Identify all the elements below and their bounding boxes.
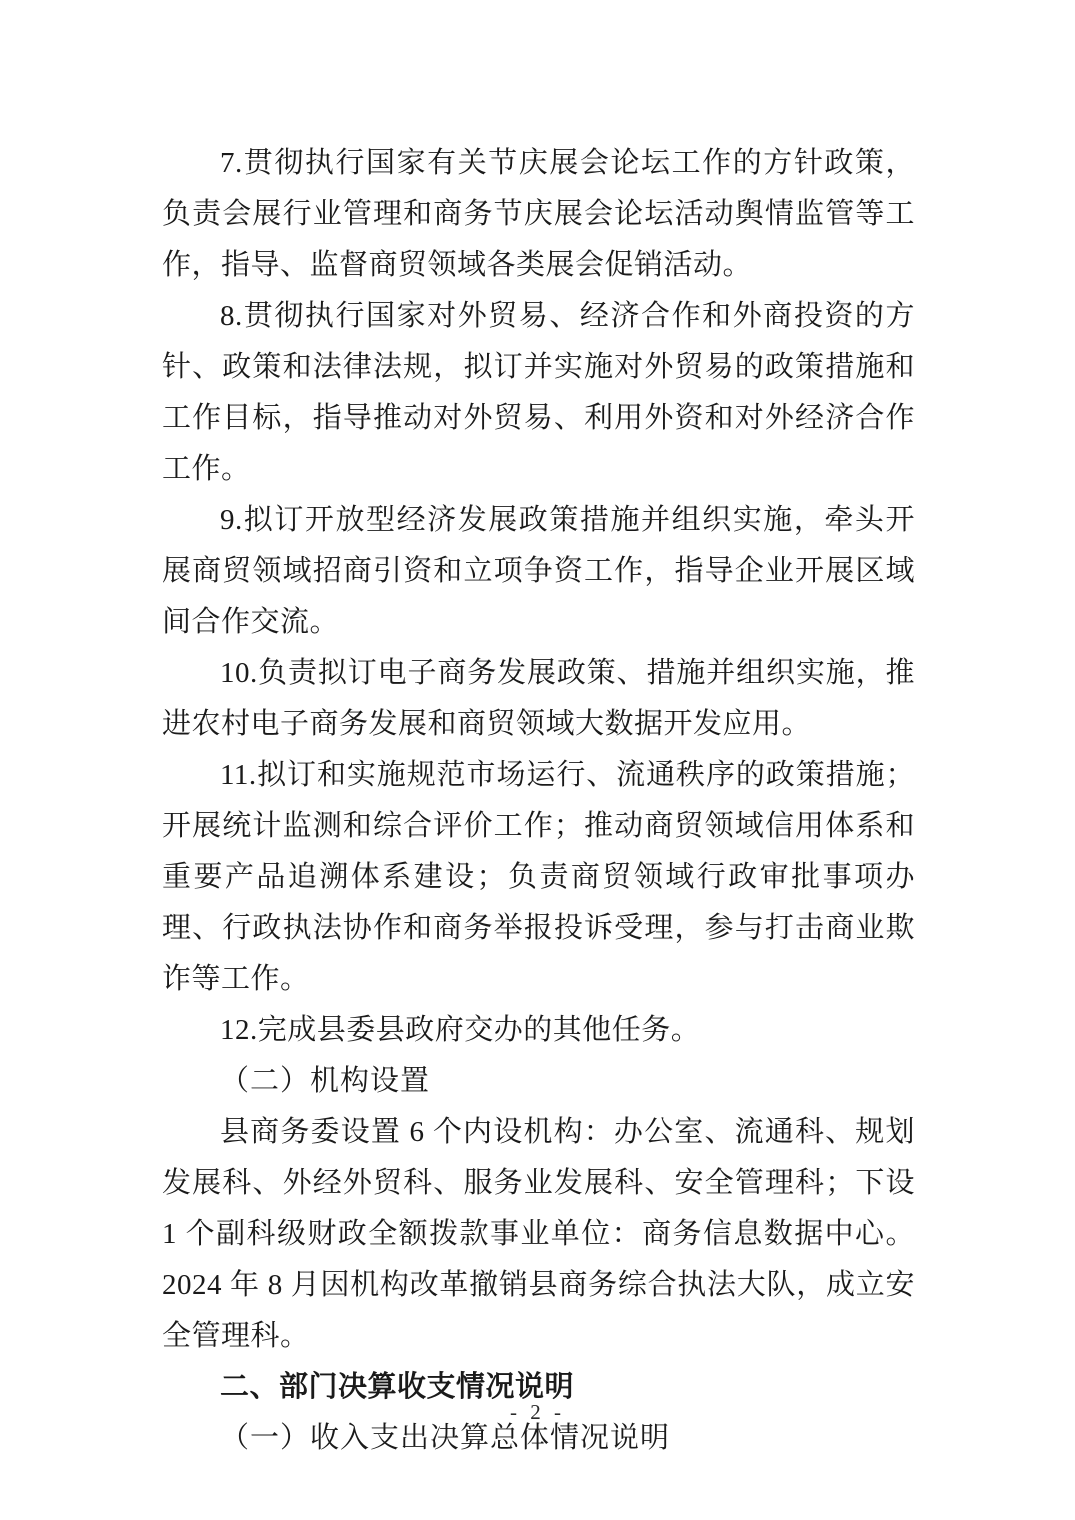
paragraph-duty-10: 10.负责拟订电子商务发展政策、措施并组织实施，推进农村电子商务发展和商贸领域大数据开发应用。 (162, 657, 915, 740)
heading-budget-explanation: 二、部门决算收支情况说明 (220, 1371, 575, 1403)
paragraph-org-structure: 县商务委设置 6 个内设机构：办公室、流通科、规划发展科、外经外贸科、服务业发展科、安全管理科；下设 1 个副科级财政全额拨款事业单位：商务信息数据中心。2024 年 8 月因机构改革撤销县商务综合执法大队，成立安全管理科。 (162, 1116, 915, 1352)
subheading-org-structure: （二）机构设置 (220, 1065, 431, 1097)
paragraph-duty-8: 8.贯彻执行国家对外贸易、经济合作和外商投资的方针、政策和法律法规，拟订并实施对外贸易的政策措施和工作目标，指导推动对外贸易、利用外资和对外经济合作工作。 (162, 300, 915, 485)
subheading-income-expense: （一）收入支出决算总体情况说明 (220, 1422, 671, 1454)
paragraph-duty-9: 9.拟订开放型经济发展政策措施并组织实施，牵头开展商贸领域招商引资和立项争资工作，指导企业开展区域间合作交流。 (162, 504, 915, 638)
paragraph-duty-7: 7.贯彻执行国家有关节庆展会论坛工作的方针政策，负责会展行业管理和商务节庆展会论坛活动舆情监管等工作，指导、监督商贸领域各类展会促销活动。 (162, 147, 915, 281)
document-body (162, 138, 915, 1464)
page-number: - 2 - (510, 1400, 565, 1424)
paragraph-duty-12: 12.完成县委县政府交办的其他任务。 (220, 1014, 701, 1046)
paragraph-duty-11: 11.拟订和实施规范市场运行、流通秩序的政策措施；开展统计监测和综合评价工作；推动商贸领域信用体系和重要产品追溯体系建设；负责商贸领域行政审批事项办理、行政执法协作和商务举报投诉受理，参与打击商业欺诈等工作。 (162, 759, 915, 995)
